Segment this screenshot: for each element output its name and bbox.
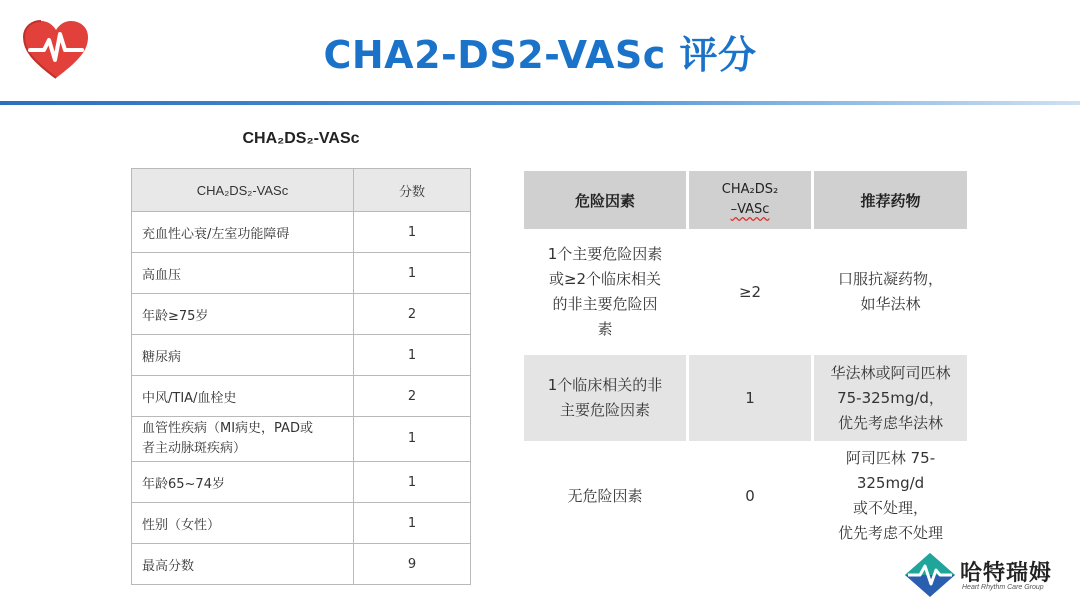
table-row — [132, 462, 471, 503]
row-score: 1 — [354, 253, 471, 294]
brand-diamond-icon — [904, 552, 956, 598]
risk-line: 主要危险因素 — [559, 401, 650, 419]
table-row — [132, 212, 471, 253]
table-row — [132, 503, 471, 544]
table-header-row — [523, 170, 969, 231]
row-factor: 中风/TIA/血栓史 — [132, 376, 354, 417]
row-score: 1 — [688, 354, 813, 443]
row-factor: 年龄≥75岁 — [132, 294, 354, 335]
row-score: 0 — [688, 443, 813, 550]
risk-line: 无危险因素 — [567, 486, 643, 505]
table-row — [132, 253, 471, 294]
row-factor-line: 者主动脉斑疾病） — [142, 441, 247, 456]
score-table — [131, 168, 471, 585]
table-row — [132, 335, 471, 376]
table-header-row — [132, 169, 471, 212]
risk-line: 或≥2个临床相关 — [548, 270, 662, 288]
row-risk — [523, 354, 688, 443]
drug-line: 优先考虑华法林 — [837, 413, 943, 432]
table-row — [523, 443, 969, 550]
drug-line: 如华法林 — [860, 295, 921, 313]
row-score: 9 — [354, 544, 471, 585]
row-score: 1 — [354, 462, 471, 503]
row-factor — [132, 417, 354, 462]
table-row — [523, 354, 969, 443]
risk-line: 1个临床相关的非 — [547, 376, 663, 394]
header-score: 分数 — [354, 169, 471, 212]
row-factor: 最高分数 — [132, 544, 354, 585]
table-row — [132, 294, 471, 335]
drug-line: 或不处理， — [852, 499, 928, 517]
table-row — [132, 417, 471, 462]
row-factor: 年龄65~74岁 — [132, 462, 354, 503]
row-factor: 糖尿病 — [132, 335, 354, 376]
header-drug: 推荐药物 — [813, 170, 969, 231]
brand-name: 哈特瑞姆 — [960, 561, 1053, 586]
header-risk: 危险因素 — [523, 170, 688, 231]
header-score-line: CHA₂DS₂ — [721, 182, 779, 197]
row-factor-line: 血管性疾病（MI病史，PAD或 — [142, 421, 313, 436]
row-drug — [813, 443, 969, 550]
row-score: 2 — [354, 376, 471, 417]
row-drug — [813, 354, 969, 443]
row-score: 1 — [354, 335, 471, 376]
drug-line: 华法林或阿司匹林 — [830, 363, 951, 382]
row-factor: 充血性心衰/左室功能障碍 — [132, 212, 354, 253]
drug-line: 阿司匹林 75-325mg/d — [845, 449, 936, 492]
risk-line: 素 — [597, 320, 613, 338]
row-risk — [523, 443, 688, 550]
brand-subtitle: Heart Rhythm Care Group — [962, 584, 1044, 591]
row-score: ≥2 — [688, 231, 813, 354]
drug-line: 75-325mg/d， — [837, 388, 944, 407]
slide-title: CHA2-DS2-VASc 评分 — [323, 33, 757, 77]
row-factor: 性别（女性） — [132, 503, 354, 544]
recommendation-table — [521, 168, 970, 551]
row-factor: 高血压 — [132, 253, 354, 294]
drug-line: 优先考虑不处理 — [837, 524, 943, 542]
header-score-line: –VASc — [730, 202, 770, 217]
row-risk — [523, 231, 688, 354]
row-score: 1 — [354, 212, 471, 253]
header-score — [688, 170, 813, 231]
risk-line: 的非主要危险因 — [552, 295, 658, 313]
row-drug — [813, 231, 969, 354]
header-factor: CHA₂DS₂-VASc — [132, 169, 354, 212]
row-score: 1 — [354, 503, 471, 544]
row-score: 1 — [354, 417, 471, 462]
table-row — [523, 231, 969, 354]
table-row — [132, 544, 471, 585]
header-divider — [0, 101, 1080, 105]
score-table-caption: CHA₂DS₂-VASc — [242, 130, 360, 147]
risk-line: 1个主要危险因素 — [547, 245, 663, 263]
brand-block — [904, 550, 1064, 600]
row-score: 2 — [354, 294, 471, 335]
drug-line: 口服抗凝药物， — [837, 270, 943, 288]
table-row — [132, 376, 471, 417]
